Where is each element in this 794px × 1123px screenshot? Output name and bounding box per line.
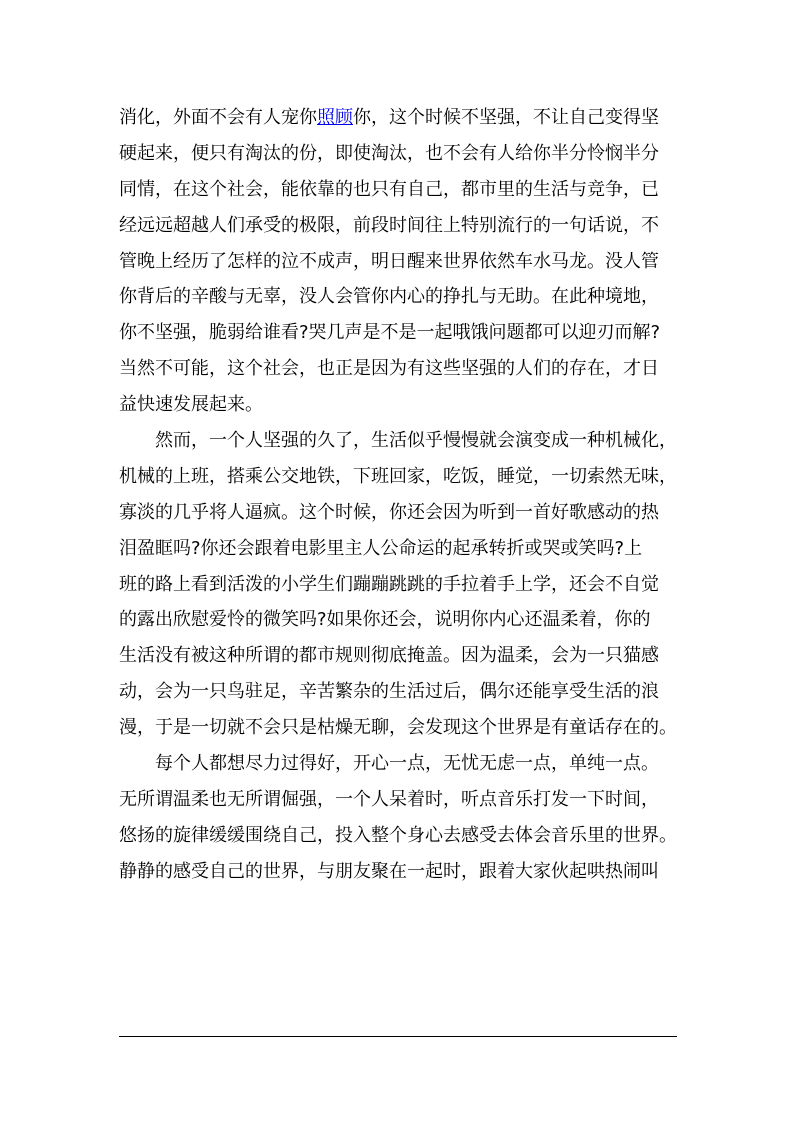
text-line: 动，会为一只鸟驻足，辛苦繁杂的生活过后，偶尔还能享受生活的浪 [119, 681, 659, 703]
text-line: 当然不可能，这个社会，也正是因为有这些坚强的人们的存在，才日 [119, 358, 659, 380]
text-line: 的露出欣慰爱怜的微笑吗?如果你还会，说明你内心还温柔着，你的 [119, 609, 651, 631]
text-line: 寡淡的几乎将人逼疯。这个时候，你还会因为听到一首好歌感动的热 [119, 501, 659, 523]
text-line: 生活没有被这种所谓的都市规则彻底掩盖。因为温柔，会为一只猫感 [119, 645, 659, 667]
text-line: 经远远超越人们承受的极限，前段时间往上特别流行的一句话说，不 [119, 214, 659, 236]
body-text [119, 100, 677, 890]
footer-divider [119, 1036, 677, 1037]
text-line: 你不坚强，脆弱给谁看?哭几声是不是一起哦饿问题都可以迎刃而解? [119, 322, 661, 344]
text-line [119, 100, 677, 136]
text-segment: 消化，外面不会有人宠你 [119, 107, 317, 128]
text-line: 机械的上班，搭乘公交地铁，下班回家，吃饭，睡觉，一切索然无味， [119, 465, 677, 487]
text-line: 漫，于是一切就不会只是枯燥无聊，会发现这个世界是有童话存在的。 [119, 717, 677, 739]
text-line: 硬起来，便只有淘汰的份，即使淘汰，也不会有人给你半分怜悯半分 [119, 142, 659, 164]
text-line: 泪盈眶吗?你还会跟着电影里主人公命运的起承转折或哭或笑吗?上 [119, 537, 643, 559]
paragraph-start-line: 每个人都想尽力过得好，开心一点，无忧无虑一点，单纯一点。 [155, 753, 659, 775]
text-line: 无所谓温柔也无所谓倔强，一个人呆着时，听点音乐打发一下时间， [119, 788, 659, 810]
paragraph-start-line: 然而，一个人坚强的久了，生活似乎慢慢就会演变成一种机械化， [155, 430, 677, 452]
text-line: 班的路上看到活泼的小学生们蹦蹦跳跳的手拉着手上学，还会不自觉 [119, 573, 659, 595]
text-line: 管晚上经历了怎样的泣不成声，明日醒来世界依然车水马龙。没人管 [119, 250, 659, 272]
text-line: 静静的感受自己的世界，与朋友聚在一起时，跟着大家伙起哄热闹叫 [119, 860, 659, 882]
text-segment: 你，这个时候不坚强，不让自己变得坚 [353, 107, 659, 128]
text-line: 你背后的辛酸与无辜，没人会管你内心的挣扎与无助。在此种境地， [119, 286, 659, 308]
text-line: 益快速发展起来。 [119, 394, 263, 416]
text-line: 悠扬的旋律缓缓围绕自己，投入整个身心去感受去体会音乐里的世界。 [119, 824, 677, 846]
hyperlink-zhaogu[interactable]: 照顾 [317, 107, 353, 128]
text-line: 同情，在这个社会，能依靠的也只有自己，都市里的生活与竞争，已 [119, 178, 659, 200]
